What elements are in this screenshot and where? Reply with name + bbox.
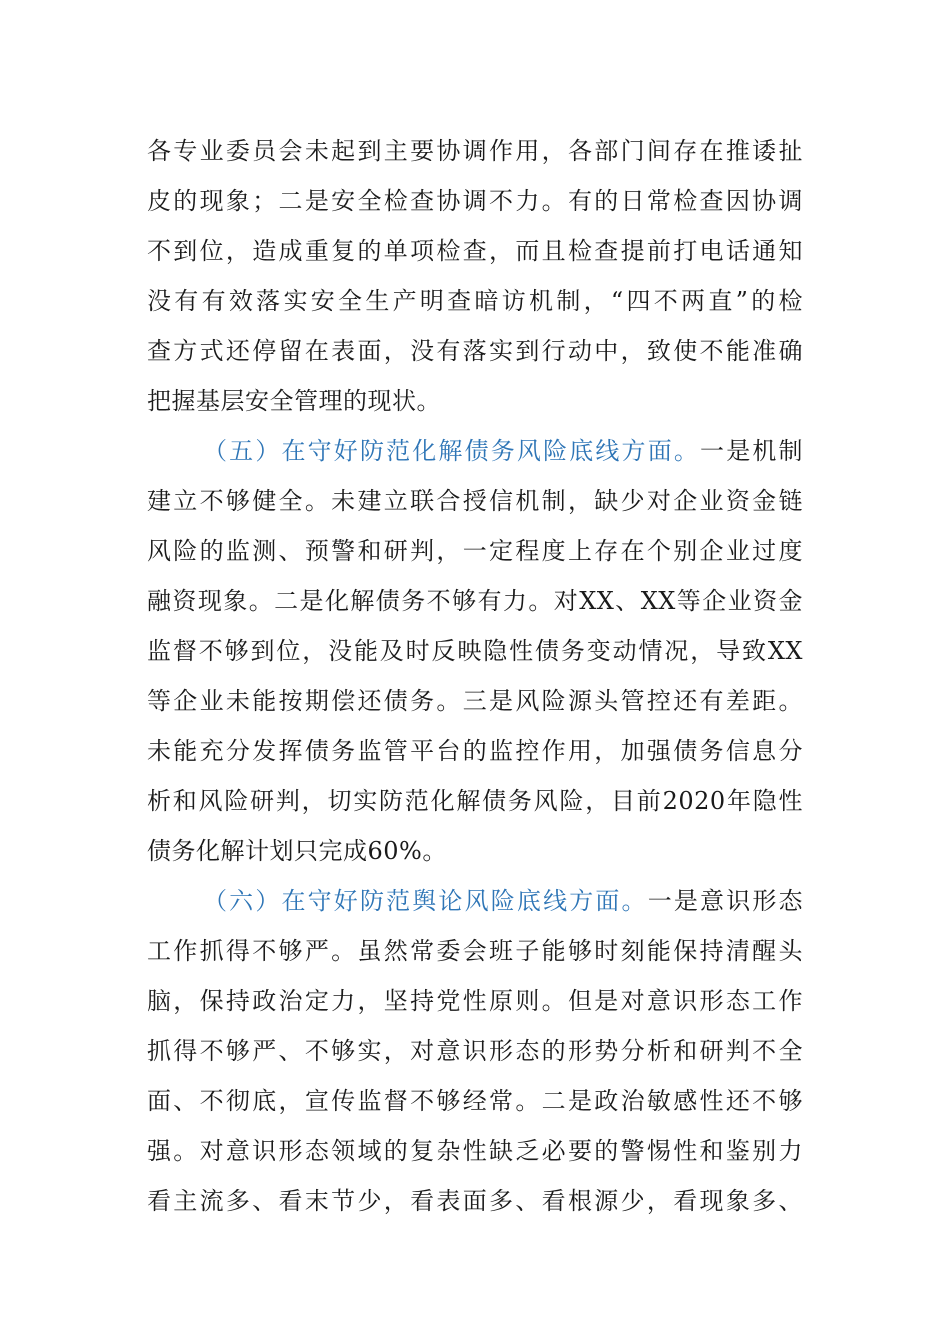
paragraph-line: 析和风险研判，切实防范化解债务风险，目前2020年隐性 [147,787,803,815]
paragraph-line: 面、不彻底，宣传监督不够经常。二是政治敏感性还不够 [147,1087,803,1115]
paragraph-line: 债务化解计划只完成60%。 [147,837,447,865]
paragraph-line: 未能充分发挥债务监管平台的监控作用，加强债务信息分 [147,737,803,765]
paragraph-line: 工作抓得不够严。虽然常委会班子能够时刻能保持清醒头 [147,937,803,965]
paragraph-line: 建立不够健全。未建立联合授信机制，缺少对企业资金链 [147,487,803,515]
section-heading-line [203,434,803,468]
paragraph-line: 不到位，造成重复的单项检查，而且检查提前打电话通知 [147,237,803,265]
paragraph-line: 融资现象。二是化解债务不够有力。对XX、XX等企业资金 [147,587,803,615]
paragraph-line: 查方式还停留在表面，没有落实到行动中，致使不能准确 [147,337,803,365]
paragraph-line: 皮的现象；二是安全检查协调不力。有的日常检查因协调 [147,187,803,215]
paragraph-line: 脑，保持政治定力，坚持党性原则。但是对意识形态工作 [147,987,803,1015]
section-heading: （五）在守好防范化解债务风险底线方面。 [203,437,701,465]
section-heading: （六）在守好防范舆论风险底线方面。 [203,887,648,915]
paragraph-line: 等企业未能按期偿还债务。三是风险源头管控还有差距。 [147,687,803,715]
paragraph-line: 没有有效落实安全生产明查暗访机制，“四不两直”的检 [147,287,803,315]
paragraph-line: 把握基层安全管理的现状。 [147,387,441,415]
paragraph-line: 各专业委员会未起到主要协调作用，各部门间存在推诿扯 [147,137,803,165]
paragraph-line: 抓得不够严、不够实，对意识形态的形势分析和研判不全 [147,1037,803,1065]
paragraph-line: 监督不够到位，没能及时反映隐性债务变动情况，导致XX [147,637,803,665]
paragraph-line: 看主流多、看末节少，看表面多、看根源少，看现象多、 [147,1187,803,1215]
paragraph-line: 强。对意识形态领域的复杂性缺乏必要的警惕性和鉴别力 [147,1137,803,1165]
section-heading-continuation: 一是意识形态 [647,887,804,915]
section-heading-continuation: 一是机制 [700,437,804,465]
section-heading-line [203,884,803,918]
paragraph-line: 风险的监测、预警和研判，一定程度上存在个别企业过度 [147,537,803,565]
